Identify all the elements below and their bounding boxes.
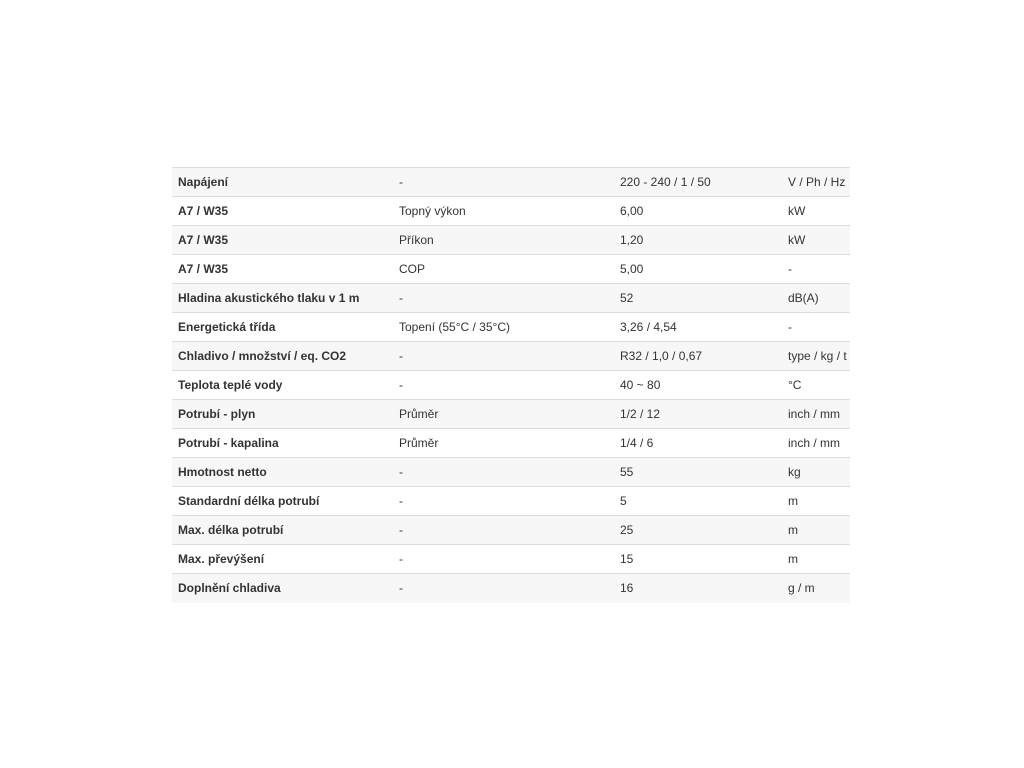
table-row: [172, 516, 850, 545]
unit-cell: V / Ph / Hz: [788, 175, 846, 189]
value-cell: 5: [620, 494, 627, 508]
unit-cell: °C: [788, 378, 802, 392]
condition-cell: -: [399, 175, 403, 189]
parameter-cell: A7 / W35: [178, 233, 229, 247]
unit-cell: m: [788, 523, 798, 537]
parameter-cell: Potrubí - kapalina: [178, 436, 279, 450]
spec-table: [172, 167, 850, 603]
value-cell: 6,00: [620, 204, 644, 218]
parameter-cell: Hmotnost netto: [178, 465, 267, 479]
condition-cell: Příkon: [399, 233, 434, 247]
unit-cell: type / kg / t: [788, 349, 847, 363]
table-row: [172, 313, 850, 342]
value-cell: 25: [620, 523, 634, 537]
condition-cell: Topný výkon: [399, 204, 466, 218]
table-row: [172, 545, 850, 574]
parameter-cell: Doplnění chladiva: [178, 581, 281, 596]
parameter-cell: Napájení: [178, 175, 229, 189]
value-cell: 5,00: [620, 262, 644, 276]
value-cell: 1/4 / 6: [620, 436, 654, 450]
value-cell: 15: [620, 552, 634, 566]
unit-cell: inch / mm: [788, 436, 841, 450]
parameter-cell: Chladivo / množství / eq. CO2: [178, 349, 347, 363]
value-cell: 1/2 / 12: [620, 407, 661, 421]
condition-cell: -: [399, 581, 403, 596]
parameter-cell: A7 / W35: [178, 204, 229, 218]
condition-cell: Topení (55°C / 35°C): [399, 320, 510, 334]
unit-cell: g / m: [788, 581, 815, 596]
condition-cell: -: [399, 291, 403, 305]
unit-cell: kW: [788, 233, 806, 247]
table-row: [172, 458, 850, 487]
value-cell: 40 ~ 80: [620, 378, 661, 392]
table-row: [172, 429, 850, 458]
unit-cell: -: [788, 320, 792, 334]
table-row: [172, 284, 850, 313]
table-row: [172, 400, 850, 429]
parameter-cell: Energetická třída: [178, 320, 276, 334]
unit-cell: inch / mm: [788, 407, 841, 421]
value-cell: 55: [620, 465, 634, 479]
table-row: [172, 487, 850, 516]
table-row: [172, 574, 850, 603]
unit-cell: m: [788, 494, 798, 508]
parameter-cell: Hladina akustického tlaku v 1 m: [178, 291, 360, 305]
table-row: [172, 168, 850, 197]
condition-cell: -: [399, 494, 403, 508]
spec-table-body: [172, 168, 850, 603]
condition-cell: COP: [399, 262, 426, 276]
value-cell: 1,20: [620, 233, 644, 247]
table-row: [172, 342, 850, 371]
condition-cell: -: [399, 552, 403, 566]
parameter-cell: A7 / W35: [178, 262, 229, 276]
unit-cell: kg: [788, 465, 801, 479]
unit-cell: dB(A): [788, 291, 819, 305]
condition-cell: -: [399, 378, 403, 392]
table-row: [172, 197, 850, 226]
unit-cell: kW: [788, 204, 806, 218]
table-row: [172, 255, 850, 284]
table-row: [172, 371, 850, 400]
unit-cell: -: [788, 262, 792, 276]
value-cell: 16: [620, 581, 634, 596]
value-cell: 52: [620, 291, 634, 305]
value-cell: 220 - 240 / 1 / 50: [620, 175, 711, 189]
unit-cell: m: [788, 552, 798, 566]
condition-cell: -: [399, 523, 403, 537]
condition-cell: Průměr: [399, 436, 439, 450]
parameter-cell: Max. délka potrubí: [178, 523, 284, 537]
parameter-cell: Teplota teplé vody: [178, 378, 283, 392]
parameter-cell: Potrubí - plyn: [178, 407, 256, 421]
table-row: [172, 226, 850, 255]
parameter-cell: Max. převýšení: [178, 552, 265, 566]
parameter-cell: Standardní délka potrubí: [178, 494, 320, 508]
value-cell: 3,26 / 4,54: [620, 320, 677, 334]
condition-cell: -: [399, 465, 403, 479]
condition-cell: -: [399, 349, 403, 363]
condition-cell: Průměr: [399, 407, 439, 421]
value-cell: R32 / 1,0 / 0,67: [620, 349, 703, 363]
